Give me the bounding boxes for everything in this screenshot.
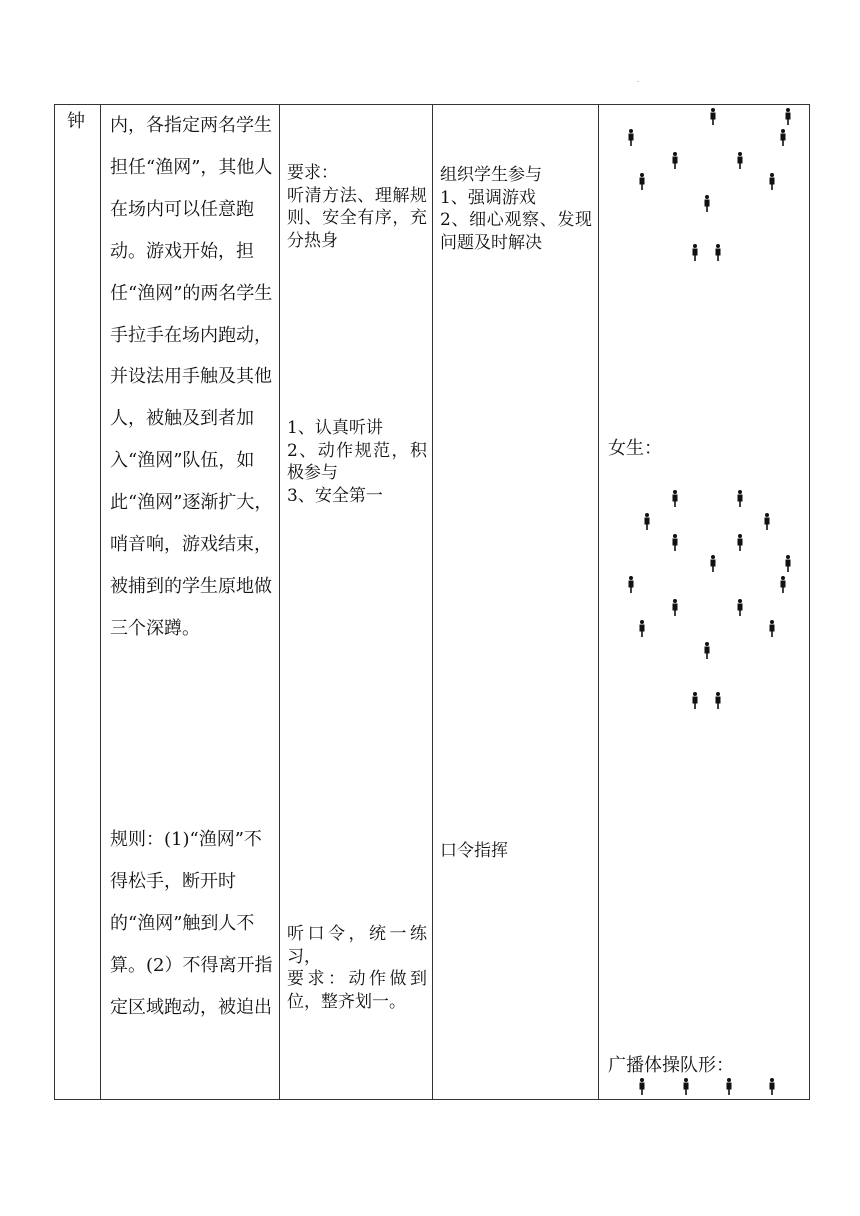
requirements-cell	[280, 105, 433, 1100]
standing-person-icon	[704, 195, 710, 212]
standing-person-icon	[639, 620, 645, 637]
organization-block-1: 组织学生参与 1、强调游戏 2、细心观察、发现问题及时解决	[440, 165, 592, 253]
organization-block-2: 口令指挥	[440, 841, 508, 861]
standing-person-icon	[672, 152, 678, 169]
standing-person-icon	[683, 1078, 689, 1095]
standing-person-icon	[769, 620, 775, 637]
organization-cell	[433, 105, 599, 1100]
page-mark: .	[637, 77, 639, 84]
requirements-block-3: 听口令，统一练习， 要求：动作做到位，整齐划一。	[287, 924, 427, 1012]
standing-person-icon	[644, 513, 650, 530]
standing-person-icon	[628, 129, 634, 146]
game-rules: 规则：(1)“渔网”不得松手，断开时的“渔网”触到人不算。(2）不得离开指定区域跑动，被迫出	[110, 829, 273, 1018]
standing-person-icon	[639, 173, 645, 190]
standing-person-icon	[785, 555, 791, 572]
standing-person-icon	[737, 534, 743, 551]
standing-person-icon	[639, 1078, 645, 1095]
standing-person-icon	[780, 576, 786, 593]
requirements-block-2: 1、认真听讲 2、动作规范，积极参与 3、安全第一	[287, 418, 427, 506]
formation-cell	[599, 105, 810, 1100]
standing-person-icon	[780, 129, 786, 146]
standing-person-icon	[785, 108, 791, 125]
standing-person-icon	[704, 642, 710, 659]
standing-person-icon	[710, 108, 716, 125]
standing-person-icon	[769, 173, 775, 190]
standing-person-icon	[726, 1078, 732, 1095]
standing-person-icon	[737, 599, 743, 616]
requirements-block-1: 要求： 听清方法、理解规则、安全有序，充分热身	[287, 163, 427, 251]
standing-person-icon	[764, 513, 770, 530]
standing-person-icon	[710, 555, 716, 572]
standing-person-icon	[715, 692, 721, 709]
content-cell	[101, 105, 280, 1100]
lesson-plan-table	[54, 104, 810, 1100]
standing-person-icon	[715, 244, 721, 261]
standing-person-icon	[692, 244, 698, 261]
table-row	[55, 105, 810, 1100]
standing-person-icon	[737, 152, 743, 169]
girls-label: 女生：	[608, 438, 662, 459]
standing-person-icon	[737, 490, 743, 507]
standing-person-icon	[672, 490, 678, 507]
exercise-formation-label: 广播体操队形：	[608, 1055, 734, 1076]
standing-person-icon	[672, 599, 678, 616]
time-cell	[55, 105, 101, 1100]
time-text: 钟	[67, 111, 85, 132]
standing-person-icon	[672, 534, 678, 551]
standing-person-icon	[769, 1078, 775, 1095]
standing-person-icon	[628, 576, 634, 593]
game-description: 内，各指定两名学生担任“渔网”，其他人在场内可以任意跑动。游戏开始，担任“渔网”的两名学生手拉手在场内跑动，并设法用手触及其他人，被触及到者加入“渔网”队伍，如此“渔网”逐渐扩大，哨音响，游戏结束，被捕到的学生原地做三个深蹲。	[110, 115, 273, 639]
standing-person-icon	[692, 692, 698, 709]
